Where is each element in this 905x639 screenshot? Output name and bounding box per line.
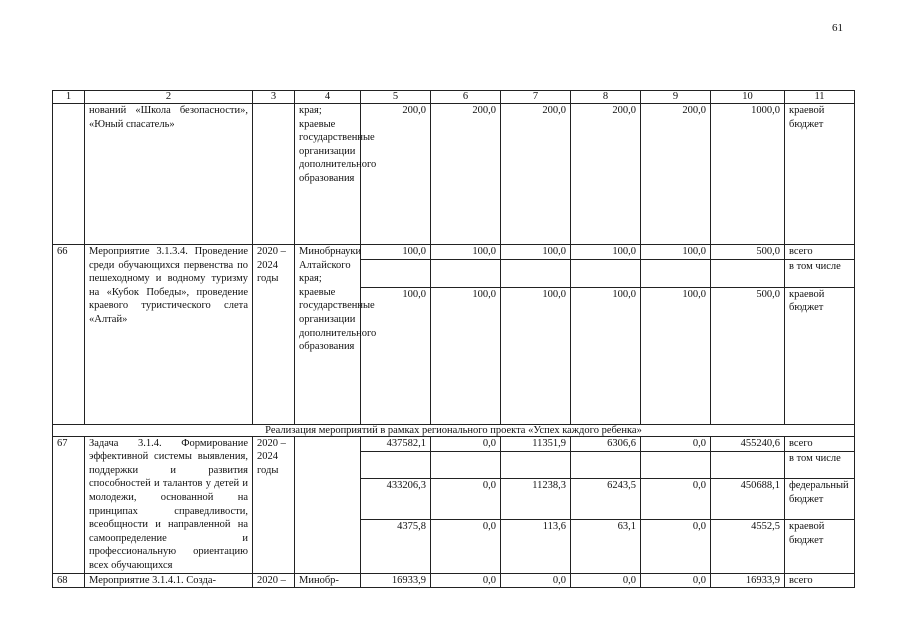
header-cell: 8 (571, 91, 641, 104)
funding-source-cell: краевой бюджет (785, 104, 855, 245)
header-cell: 2 (85, 91, 253, 104)
value-cell: 63,1 (571, 520, 641, 573)
value-cell: 16933,9 (711, 573, 785, 588)
value-cell: 0,0 (641, 436, 711, 451)
value-cell (641, 451, 711, 479)
table-row (53, 436, 855, 451)
value-cell (431, 259, 501, 287)
value-cell: 100,0 (501, 245, 571, 260)
value-cell (711, 259, 785, 287)
period-cell: 2020 – 2024 годы (253, 436, 295, 573)
activity-name-cell: Мероприятие 3.1.3.4. Проведение среди обучающихся первенства по пешеходному и водному туризму на «Кубок Победы», проведение краевого туристического слета «Алтай» (85, 245, 253, 425)
value-cell: 1000,0 (711, 104, 785, 245)
value-cell: 4375,8 (361, 520, 431, 573)
value-cell: 433206,3 (361, 479, 431, 520)
period-cell: 2020 – 2024 годы (253, 245, 295, 425)
value-cell: 0,0 (431, 479, 501, 520)
value-cell (711, 451, 785, 479)
activity-name-cell: нований «Школа безопасности», «Юный спасатель» (85, 104, 253, 245)
value-cell: 0,0 (641, 520, 711, 573)
funding-source-cell: краевой бюджет (785, 520, 855, 573)
header-cell: 11 (785, 91, 855, 104)
table-row (53, 245, 855, 260)
row-number-cell: 68 (53, 573, 85, 588)
value-cell (501, 451, 571, 479)
header-cell: 9 (641, 91, 711, 104)
value-cell: 11351,9 (501, 436, 571, 451)
funding-source-cell: в том числе (785, 451, 855, 479)
value-cell (361, 451, 431, 479)
funding-source-cell: в том числе (785, 259, 855, 287)
value-cell: 100,0 (501, 287, 571, 424)
header-cell: 10 (711, 91, 785, 104)
value-cell: 100,0 (571, 245, 641, 260)
executor-cell (295, 436, 361, 573)
value-cell: 0,0 (641, 479, 711, 520)
value-cell: 200,0 (641, 104, 711, 245)
value-cell: 0,0 (431, 436, 501, 451)
table-row (53, 573, 855, 588)
period-cell (253, 104, 295, 245)
value-cell: 200,0 (501, 104, 571, 245)
period-cell: 2020 – (253, 573, 295, 588)
value-cell: 450688,1 (711, 479, 785, 520)
value-cell: 500,0 (711, 245, 785, 260)
header-cell: 3 (253, 91, 295, 104)
page-number: 61 (832, 22, 843, 34)
value-cell: 200,0 (361, 104, 431, 245)
value-cell: 0,0 (641, 573, 711, 588)
value-cell: 455240,6 (711, 436, 785, 451)
value-cell: 100,0 (571, 287, 641, 424)
row-number-cell: 66 (53, 245, 85, 425)
executor-cell: края; краевые государственные организации дополнительного образования (295, 104, 361, 245)
value-cell: 0,0 (431, 573, 501, 588)
budget-table (52, 90, 855, 588)
header-cell: 5 (361, 91, 431, 104)
value-cell: 6243,5 (571, 479, 641, 520)
value-cell (361, 259, 431, 287)
header-cell: 6 (431, 91, 501, 104)
value-cell: 11238,3 (501, 479, 571, 520)
value-cell: 100,0 (641, 245, 711, 260)
value-cell: 100,0 (431, 287, 501, 424)
activity-name-cell: Задача 3.1.4. Формирование эффективной системы выявления, поддержки и развития способностей и талантов у детей и молодежи, основанной на принципах справедливости, всеобщности и направленной на самоопределение и профессиональную ориентацию всех обучающихся (85, 436, 253, 573)
funding-source-cell: федеральный бюджет (785, 479, 855, 520)
executor-cell: Минобрнауки Алтайского края; краевые государственные организации дополнительного образования (295, 245, 361, 425)
funding-source-cell: всего (785, 245, 855, 260)
funding-source-cell: всего (785, 436, 855, 451)
value-cell: 200,0 (571, 104, 641, 245)
section-row (53, 424, 855, 436)
value-cell: 200,0 (431, 104, 501, 245)
value-cell: 100,0 (361, 245, 431, 260)
value-cell: 113,6 (501, 520, 571, 573)
section-title: Реализация мероприятий в рамках регионального проекта «Успех каждого ребенка» (53, 424, 855, 436)
funding-source-cell: всего (785, 573, 855, 588)
row-number-cell (53, 104, 85, 245)
header-cell: 1 (53, 91, 85, 104)
value-cell: 4552,5 (711, 520, 785, 573)
value-cell (571, 451, 641, 479)
value-cell: 0,0 (571, 573, 641, 588)
value-cell (641, 259, 711, 287)
table-row (53, 104, 855, 245)
value-cell (431, 451, 501, 479)
value-cell: 6306,6 (571, 436, 641, 451)
header-cell: 4 (295, 91, 361, 104)
value-cell: 100,0 (431, 245, 501, 260)
funding-source-cell: краевой бюджет (785, 287, 855, 424)
value-cell (571, 259, 641, 287)
row-number-cell: 67 (53, 436, 85, 573)
header-cell: 7 (501, 91, 571, 104)
executor-cell: Минобр- (295, 573, 361, 588)
value-cell: 100,0 (641, 287, 711, 424)
activity-name-cell: Мероприятие 3.1.4.1. Созда- (85, 573, 253, 588)
value-cell: 16933,9 (361, 573, 431, 588)
value-cell: 0,0 (431, 520, 501, 573)
value-cell: 0,0 (501, 573, 571, 588)
value-cell (501, 259, 571, 287)
header-row (53, 91, 855, 104)
value-cell: 100,0 (361, 287, 431, 424)
value-cell: 500,0 (711, 287, 785, 424)
value-cell: 437582,1 (361, 436, 431, 451)
